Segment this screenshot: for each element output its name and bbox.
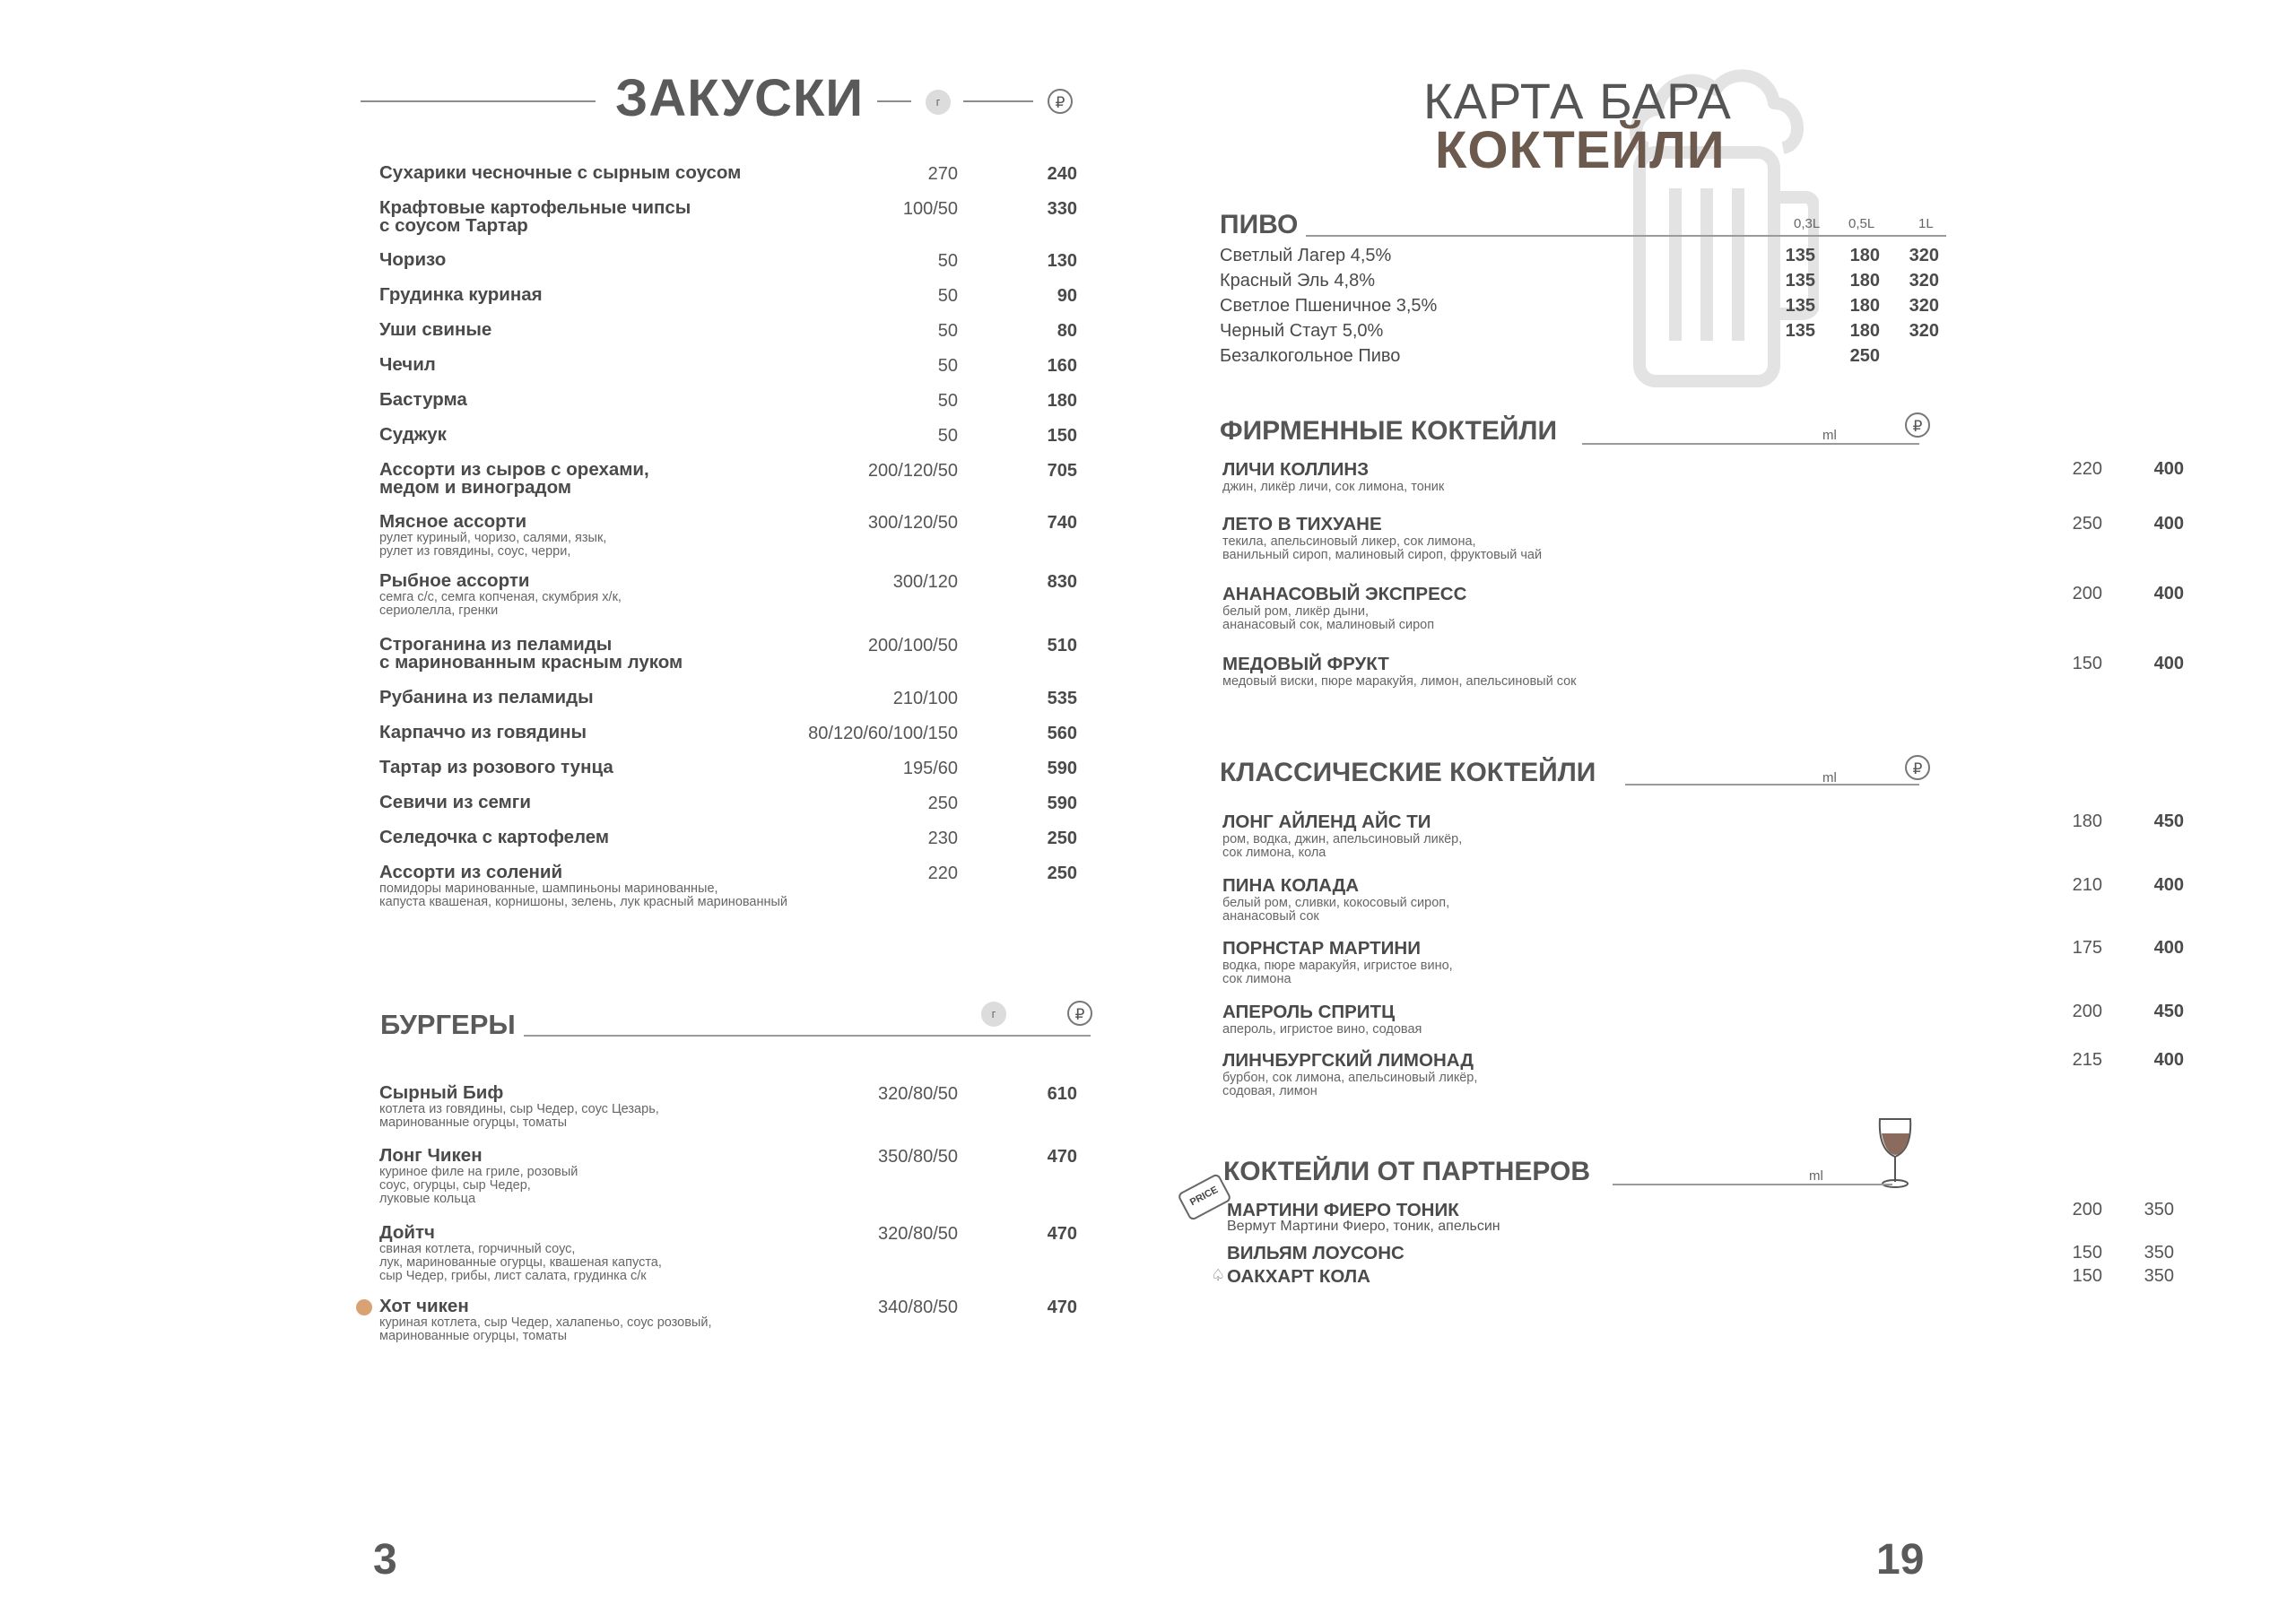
snack-weight: 50	[937, 321, 958, 341]
classic-name: ЛИНЧБУРГСКИЙ ЛИМОНАД	[1222, 1050, 1474, 1071]
burger-name: Дойтч	[379, 1222, 435, 1243]
beer-price-03: 135	[1785, 271, 1815, 291]
beer-title: ПИВО	[1220, 210, 1299, 239]
snack-weight: 230	[927, 829, 958, 848]
snack-name: Ассорти из сыров с орехами, медом и виноградом	[379, 459, 649, 498]
burgers-ruble-icon: ₽	[1067, 1001, 1092, 1026]
snack-name: Сухарики чесночные с сырным соусом	[379, 162, 742, 183]
snack-price: 590	[1047, 759, 1077, 778]
classic-ml-label: ml	[1822, 770, 1837, 785]
snack-price: 250	[1047, 829, 1077, 848]
price-tag-badge: PRICE	[1177, 1173, 1232, 1221]
signature-price: 400	[2153, 514, 2184, 534]
signature-name: ЛИЧИ КОЛЛИНЗ	[1222, 459, 1370, 480]
classic-ruble-icon: ₽	[1905, 755, 1930, 780]
burgers-rule	[524, 1035, 1091, 1037]
beer-price-03: 135	[1785, 296, 1815, 316]
classic-desc: белый ром, сливки, кокосовый сироп, ананасовый сок	[1222, 896, 1450, 924]
burger-weight: 350/80/50	[878, 1147, 958, 1167]
burgers-weight-unit-badge: г	[981, 1002, 1006, 1027]
burger-desc: куриное филе на гриле, розовый соус, огурцы, сыр Чедер, луковые кольца	[379, 1165, 578, 1206]
classic-desc: ром, водка, джин, апельсиновый ликёр, сок лимона, кола	[1222, 832, 1463, 860]
signature-price: 400	[2153, 584, 2184, 603]
snack-price: 240	[1047, 164, 1077, 184]
classic-ml: 215	[2072, 1050, 2102, 1070]
signature-ml-label: ml	[1822, 428, 1837, 443]
signature-desc: текила, апельсиновый ликер, сок лимона, ванильный сироп, малиновый сироп, фруктовый чай	[1222, 534, 1543, 562]
snack-weight: 80/120/60/100/150	[808, 724, 958, 743]
snack-name: Бастурма	[379, 389, 467, 410]
beer-name: Светлый Лагер 4,5%	[1220, 246, 1392, 265]
header-rule-left	[361, 100, 596, 102]
header-rule-mid	[877, 100, 911, 102]
partner-price: 350	[2144, 1200, 2174, 1219]
burger-price: 470	[1047, 1147, 1077, 1167]
snack-name: Строганина из пеламиды с маринованным красным луком	[379, 634, 683, 673]
snack-desc: помидоры маринованные, шампиньоны маринованные, капуста квашеная, корнишоны, зелень, лук красный маринованный	[379, 881, 788, 909]
burger-name: Лонг Чикен	[379, 1145, 483, 1166]
snack-weight: 220	[927, 864, 958, 883]
burger-weight: 340/80/50	[878, 1298, 958, 1317]
snack-weight: 50	[937, 356, 958, 376]
snack-price: 80	[1057, 321, 1077, 341]
snack-price: 590	[1047, 794, 1077, 813]
classic-desc: бурбон, сок лимона, апельсиновый ликёр, содовая, лимон	[1222, 1071, 1478, 1098]
classic-rule	[1625, 784, 1919, 785]
signature-rule	[1582, 443, 1919, 445]
beer-price-03: 135	[1785, 246, 1815, 265]
snack-name: Грудинка куриная	[379, 284, 543, 305]
snack-price: 830	[1047, 572, 1077, 592]
beer-name: Светлое Пшеничное 3,5%	[1220, 296, 1438, 316]
snack-weight: 100/50	[902, 199, 958, 219]
partner-price: 350	[2144, 1243, 2174, 1263]
partner-name: ОАКХАРТ КОЛА	[1227, 1266, 1370, 1287]
beer-name: Черный Стаут 5,0%	[1220, 321, 1384, 341]
signature-name: ЛЕТО В ТИХУАНЕ	[1222, 514, 1382, 534]
beer-rule	[1306, 235, 1946, 237]
snack-price: 330	[1047, 199, 1077, 219]
snack-price: 740	[1047, 513, 1077, 533]
burger-price: 470	[1047, 1224, 1077, 1244]
beer-col-1: 1L	[1918, 216, 1934, 231]
beer-price-1: 320	[1909, 321, 1939, 341]
spade-icon: ♤	[1211, 1266, 1226, 1284]
burger-weight: 320/80/50	[878, 1224, 958, 1244]
snack-weight: 270	[927, 164, 958, 184]
partner-name: МАРТИНИ ФИЕРО ТОНИК	[1227, 1200, 1459, 1220]
classic-name: ПИНА КОЛАДА	[1222, 875, 1360, 896]
beer-price-05: 180	[1849, 271, 1880, 291]
snack-name: Уши свиные	[379, 319, 492, 340]
snack-name: Тартар из розового тунца	[379, 757, 613, 777]
page-number-right: 19	[1876, 1536, 1925, 1584]
menu-page-right	[1148, 0, 2296, 1623]
snack-weight: 50	[937, 286, 958, 306]
partner-desc: Вермут Мартини Фиеро, тоник, апельсин	[1227, 1219, 1500, 1234]
snacks-title: ЗАКУСКИ	[615, 69, 865, 127]
classic-name: ПОРНСТАР МАРТИНИ	[1222, 938, 1421, 959]
partner-name: ВИЛЬЯМ ЛОУСОНС	[1227, 1243, 1405, 1263]
cocktails-title: КОКТЕЙЛИ	[1435, 121, 1726, 179]
signature-title: ФИРМЕННЫЕ КОКТЕЙЛИ	[1220, 416, 1558, 446]
burger-name: Сырный Биф	[379, 1082, 504, 1103]
partner-ml: 150	[2072, 1243, 2102, 1263]
signature-ml: 200	[2072, 584, 2102, 603]
burger-desc: куриная котлета, сыр Чедер, халапеньо, соус розовый, маринованные огурцы, томаты	[379, 1315, 712, 1343]
snack-price: 510	[1047, 636, 1077, 655]
beer-price-05: 180	[1849, 321, 1880, 341]
burger-price: 610	[1047, 1084, 1077, 1104]
beer-name: Безалкогольное Пиво	[1220, 346, 1401, 366]
weight-unit-badge: г	[926, 90, 951, 115]
classic-ml: 210	[2072, 875, 2102, 895]
bar-menu-title: КАРТА БАРА	[1423, 73, 1732, 129]
burger-name: Хот чикен	[379, 1296, 469, 1316]
snack-weight: 200/100/50	[867, 636, 958, 655]
signature-ml: 220	[2072, 459, 2102, 479]
signature-ml: 150	[2072, 654, 2102, 673]
beer-name: Красный Эль 4,8%	[1220, 271, 1375, 291]
classic-price: 400	[2153, 875, 2184, 895]
page-number-left: 3	[373, 1536, 397, 1584]
spicy-icon	[356, 1299, 372, 1315]
snack-name: Чечил	[379, 354, 436, 375]
snack-name: Мясное ассорти	[379, 511, 527, 532]
classic-price: 400	[2153, 938, 2184, 958]
snack-price: 535	[1047, 689, 1077, 708]
classic-price: 400	[2153, 1050, 2184, 1070]
signature-price: 400	[2153, 654, 2184, 673]
snack-price: 160	[1047, 356, 1077, 376]
partners-rule	[1613, 1184, 1892, 1185]
classic-price: 450	[2153, 812, 2184, 831]
beer-col-05: 0,5L	[1848, 216, 1875, 231]
burger-desc: свиная котлета, горчичный соус, лук, маринованные огурцы, квашеная капуста, сыр Чедер, грибы, лист салата, грудинка с/к	[379, 1242, 662, 1283]
partners-ml-label: ml	[1809, 1168, 1823, 1184]
classic-desc: апероль, игристое вино, содовая	[1222, 1022, 1422, 1037]
signature-desc: белый ром, ликёр дыни, ананасовый сок, малиновый сироп	[1222, 604, 1435, 632]
snack-weight: 300/120/50	[867, 513, 958, 533]
signature-name: МЕДОВЫЙ ФРУКТ	[1222, 654, 1389, 674]
snack-name: Крафтовые картофельные чипсы с соусом Тартар	[379, 197, 691, 236]
classic-name: ЛОНГ АЙЛЕНД АЙС ТИ	[1222, 812, 1431, 832]
snack-price: 150	[1047, 426, 1077, 446]
classic-desc: водка, пюре маракуйя, игристое вино, сок лимона	[1222, 959, 1453, 986]
classic-ml: 175	[2072, 938, 2102, 958]
wine-glass-icon	[1874, 1114, 1916, 1193]
burger-price: 470	[1047, 1298, 1077, 1317]
snack-name: Ассорти из солений	[379, 862, 563, 882]
snack-name: Рубанина из пеламиды	[379, 687, 594, 707]
snack-price: 90	[1057, 286, 1077, 306]
classic-name: АПЕРОЛЬ СПРИТЦ	[1222, 1002, 1396, 1022]
snack-price: 180	[1047, 391, 1077, 411]
snack-weight: 50	[937, 391, 958, 411]
snack-price: 250	[1047, 864, 1077, 883]
partner-price: 350	[2144, 1266, 2174, 1286]
beer-price-1: 320	[1909, 296, 1939, 316]
partners-title: КОКТЕЙЛИ ОТ ПАРТНЕРОВ	[1223, 1157, 1590, 1186]
snack-desc: рулет куриный, чоризо, салями, язык, рулет из говядины, соус, черри,	[379, 531, 607, 559]
signature-ruble-icon: ₽	[1905, 412, 1930, 438]
snack-weight: 195/60	[902, 759, 958, 778]
beer-price-1: 320	[1909, 246, 1939, 265]
beer-price-05: 250	[1849, 346, 1880, 366]
snack-name: Рыбное ассорти	[379, 570, 530, 591]
signature-price: 400	[2153, 459, 2184, 479]
beer-price-1: 320	[1909, 271, 1939, 291]
snack-price: 705	[1047, 461, 1077, 481]
beer-price-05: 180	[1849, 246, 1880, 265]
signature-desc: медовый виски, пюре маракуйя, лимон, апельсиновый сок	[1222, 674, 1577, 689]
burger-weight: 320/80/50	[878, 1084, 958, 1104]
snack-weight: 50	[937, 251, 958, 271]
beer-price-05: 180	[1849, 296, 1880, 316]
classic-ml: 180	[2072, 812, 2102, 831]
ruble-icon: ₽	[1048, 89, 1073, 114]
snack-weight: 200/120/50	[867, 461, 958, 481]
snack-name: Севичи из семги	[379, 792, 531, 812]
beer-col-03: 0,3L	[1794, 216, 1821, 231]
snack-price: 130	[1047, 251, 1077, 271]
classic-title: КЛАССИЧЕСКИЕ КОКТЕЙЛИ	[1220, 758, 1596, 787]
snack-name: Суджук	[379, 424, 447, 445]
snack-name: Чоризо	[379, 249, 447, 270]
snack-name: Селедочка с картофелем	[379, 827, 610, 847]
header-rule-right	[963, 100, 1033, 102]
snack-price: 560	[1047, 724, 1077, 743]
signature-ml: 250	[2072, 514, 2102, 534]
partner-ml: 200	[2072, 1200, 2102, 1219]
snack-name: Карпаччо из говядины	[379, 722, 587, 742]
snack-weight: 300/120	[892, 572, 958, 592]
classic-price: 450	[2153, 1002, 2184, 1021]
snack-weight: 250	[927, 794, 958, 813]
snack-weight: 50	[937, 426, 958, 446]
burger-desc: котлета из говядины, сыр Чедер, соус Цезарь, маринованные огурцы, томаты	[379, 1102, 659, 1130]
signature-name: АНАНАСОВЫЙ ЭКСПРЕСС	[1222, 584, 1467, 604]
snack-desc: семга с/с, семга копченая, скумбрия х/к, сериолелла, гренки	[379, 590, 622, 618]
partner-ml: 150	[2072, 1266, 2102, 1286]
snack-weight: 210/100	[892, 689, 958, 708]
beer-price-03: 135	[1785, 321, 1815, 341]
signature-desc: джин, ликёр личи, сок лимона, тоник	[1222, 480, 1445, 494]
burgers-title: БУРГЕРЫ	[380, 1009, 516, 1040]
classic-ml: 200	[2072, 1002, 2102, 1021]
